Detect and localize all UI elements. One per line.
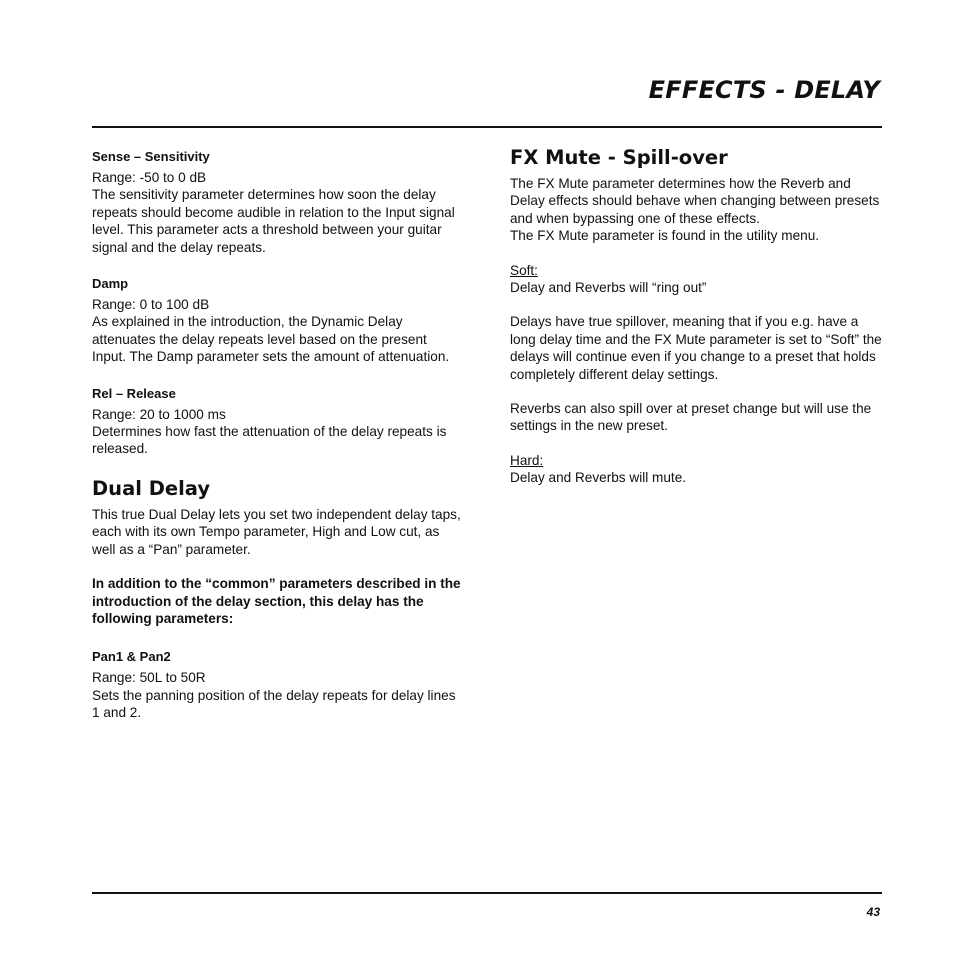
hard-label: Hard: [510, 452, 544, 468]
dual-delay-common-note: In addition to the “common” parameters described in the introduction of the delay section, this delay has the following parameters: [92, 576, 461, 626]
damp-description: As explained in the introduction, the Dynamic Delay attenuates the delay repeats level based on the present Input. The Damp parameter sets the amount of attenuation. [92, 314, 450, 365]
pan-title: Pan1 & Pan2 [92, 649, 171, 665]
soft-description: Delay and Reverbs will “ring out” [510, 280, 707, 296]
hard-description: Delay and Reverbs will mute. [510, 470, 687, 486]
page-number: 43 [866, 905, 880, 919]
fx-mute-location: The FX Mute parameter is found in the utility menu. [510, 228, 820, 244]
pan-range: Range: 50L to 50R [92, 670, 206, 686]
delays-spillover-text: Delays have true spillover, meaning that if you e.g. have a long delay time and the FX Mute parameter is set to “Soft” the delays will continue even if you change to a preset that holds completely different delay settings. [510, 314, 882, 382]
fx-mute-heading: FX Mute - Spill-over [510, 146, 728, 169]
sense-section [92, 148, 464, 256]
page-header-title: EFFECTS - DELAY [648, 76, 880, 104]
dual-delay-section [92, 477, 464, 627]
release-section [92, 385, 464, 458]
reverbs-spillover-text: Reverbs can also spill over at preset change but will use the settings in the new preset. [510, 401, 872, 434]
pan-section [92, 648, 464, 721]
left-column [92, 146, 464, 722]
sense-range: Range: -50 to 0 dB [92, 170, 207, 185]
fx-mute-intro: The FX Mute parameter determines how the Reverb and Delay effects should behave when changing between presets and when bypassing one of these effects. [510, 176, 880, 226]
soft-label: Soft: [510, 262, 538, 278]
release-range: Range: 20 to 1000 ms [92, 406, 226, 422]
release-description: Determines how fast the attenuation of the delay repeats is released. [92, 424, 447, 457]
footer-divider [92, 892, 882, 894]
damp-section [92, 275, 464, 366]
pan-description: Sets the panning position of the delay repeats for delay lines 1 and 2. [92, 687, 456, 721]
damp-title: Damp [92, 276, 129, 292]
dual-delay-heading: Dual Delay [92, 476, 211, 500]
sense-title: Sense – Sensitivity [92, 149, 210, 164]
dual-delay-intro: This true Dual Delay lets you set two independent delay taps, each with its own Tempo parameter, High and Low cut, as well as a “Pan” parameter. [92, 506, 461, 557]
right-column [510, 146, 882, 487]
damp-range: Range: 0 to 100 dB [92, 297, 210, 313]
header-divider [92, 126, 882, 128]
release-title: Rel – Release [92, 385, 176, 401]
sense-description: The sensitivity parameter determines how soon the delay repeats should become audible in relation to the Input signal level. This parameter acts a threshold between your guitar signal and the delay repeats. [92, 187, 455, 255]
